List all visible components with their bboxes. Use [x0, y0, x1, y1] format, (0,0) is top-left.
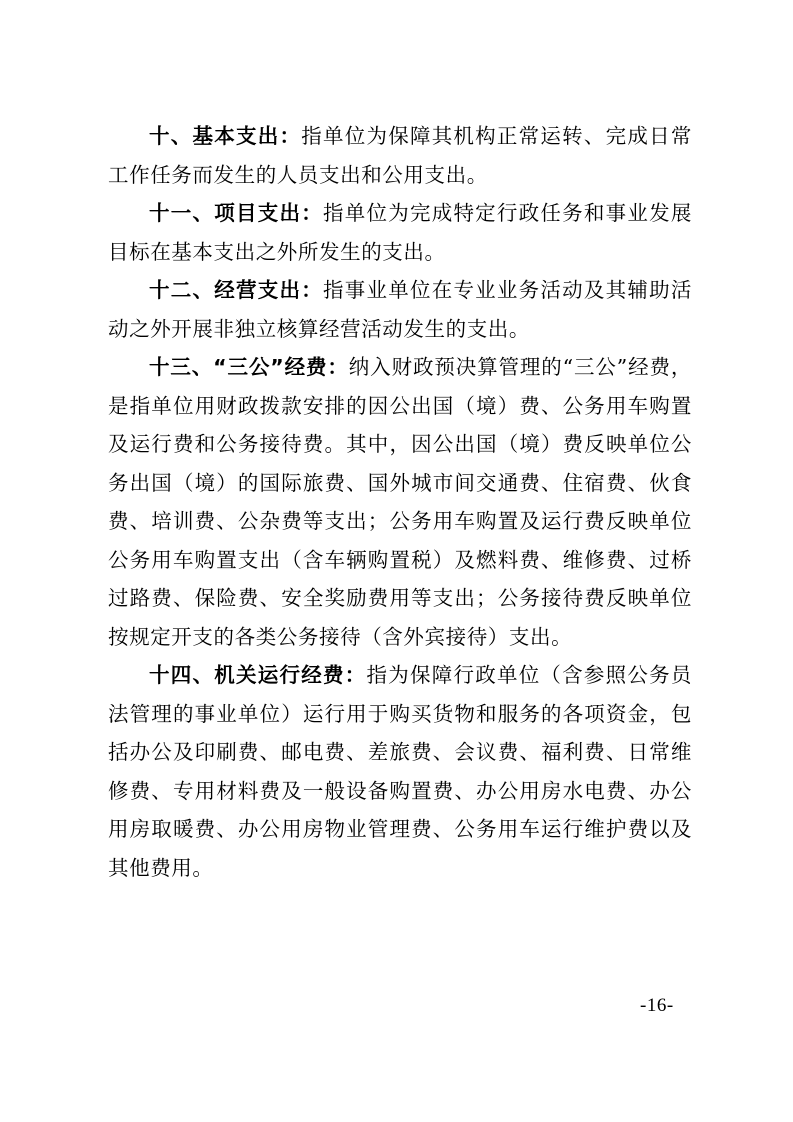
term-heading: 十一、项目支出：: [149, 201, 323, 225]
term-heading: 十、基本支出：: [149, 124, 302, 148]
definition-text: 指单位为保障其机构正常运转、完成日常工作任务而发生的人员支出和公用支出。: [108, 124, 692, 187]
term-heading: 十四、机关运行经费：: [149, 663, 367, 687]
definition-operating-expenditure: [108, 271, 692, 348]
definition-three-public-expenses: [108, 348, 692, 656]
page-number: -16-: [640, 995, 674, 1016]
definition-text: 指事业单位在专业业务活动及其辅助活动之外开展非独立核算经营活动发生的支出。: [108, 278, 692, 341]
definition-text: 纳入财政预决算管理的“三公”经费，是指单位用财政拨款安排的因公出国（境）费、公务用车购置及运行费和公务接待费。其中，因公出国（境）费反映单位公务出国（境）的国际旅费、国外城市间交通费、住宿费、伙食费、培训费、公杂费等支出；公务用车购置及运行费反映单位公务用车购置支出（含车辆购置税）及燃料费、维修费、过桥过路费、保险费、安全奖励费用等支出；公务接待费反映单位按规定开支的各类公务接待（含外宾接待）支出。: [108, 355, 692, 649]
term-heading: 十三、“三公”经费：: [149, 355, 349, 379]
definition-text: 指单位为完成特定行政任务和事业发展目标在基本支出之外所发生的支出。: [108, 201, 692, 264]
term-heading: 十二、经营支出：: [149, 278, 323, 302]
definition-agency-operating-funds: [108, 656, 692, 887]
document-body: [108, 117, 692, 887]
definition-basic-expenditure: [108, 117, 692, 194]
definition-text: 指为保障行政单位（含参照公务员法管理的事业单位）运行用于购买货物和服务的各项资金，包括办公及印刷费、邮电费、差旅费、会议费、福利费、日常维修费、专用材料费及一般设备购置费、办公用房水电费、办公用房取暖费、办公用房物业管理费、公务用车运行维护费以及其他费用。: [108, 663, 693, 880]
definition-project-expenditure: [108, 194, 692, 271]
